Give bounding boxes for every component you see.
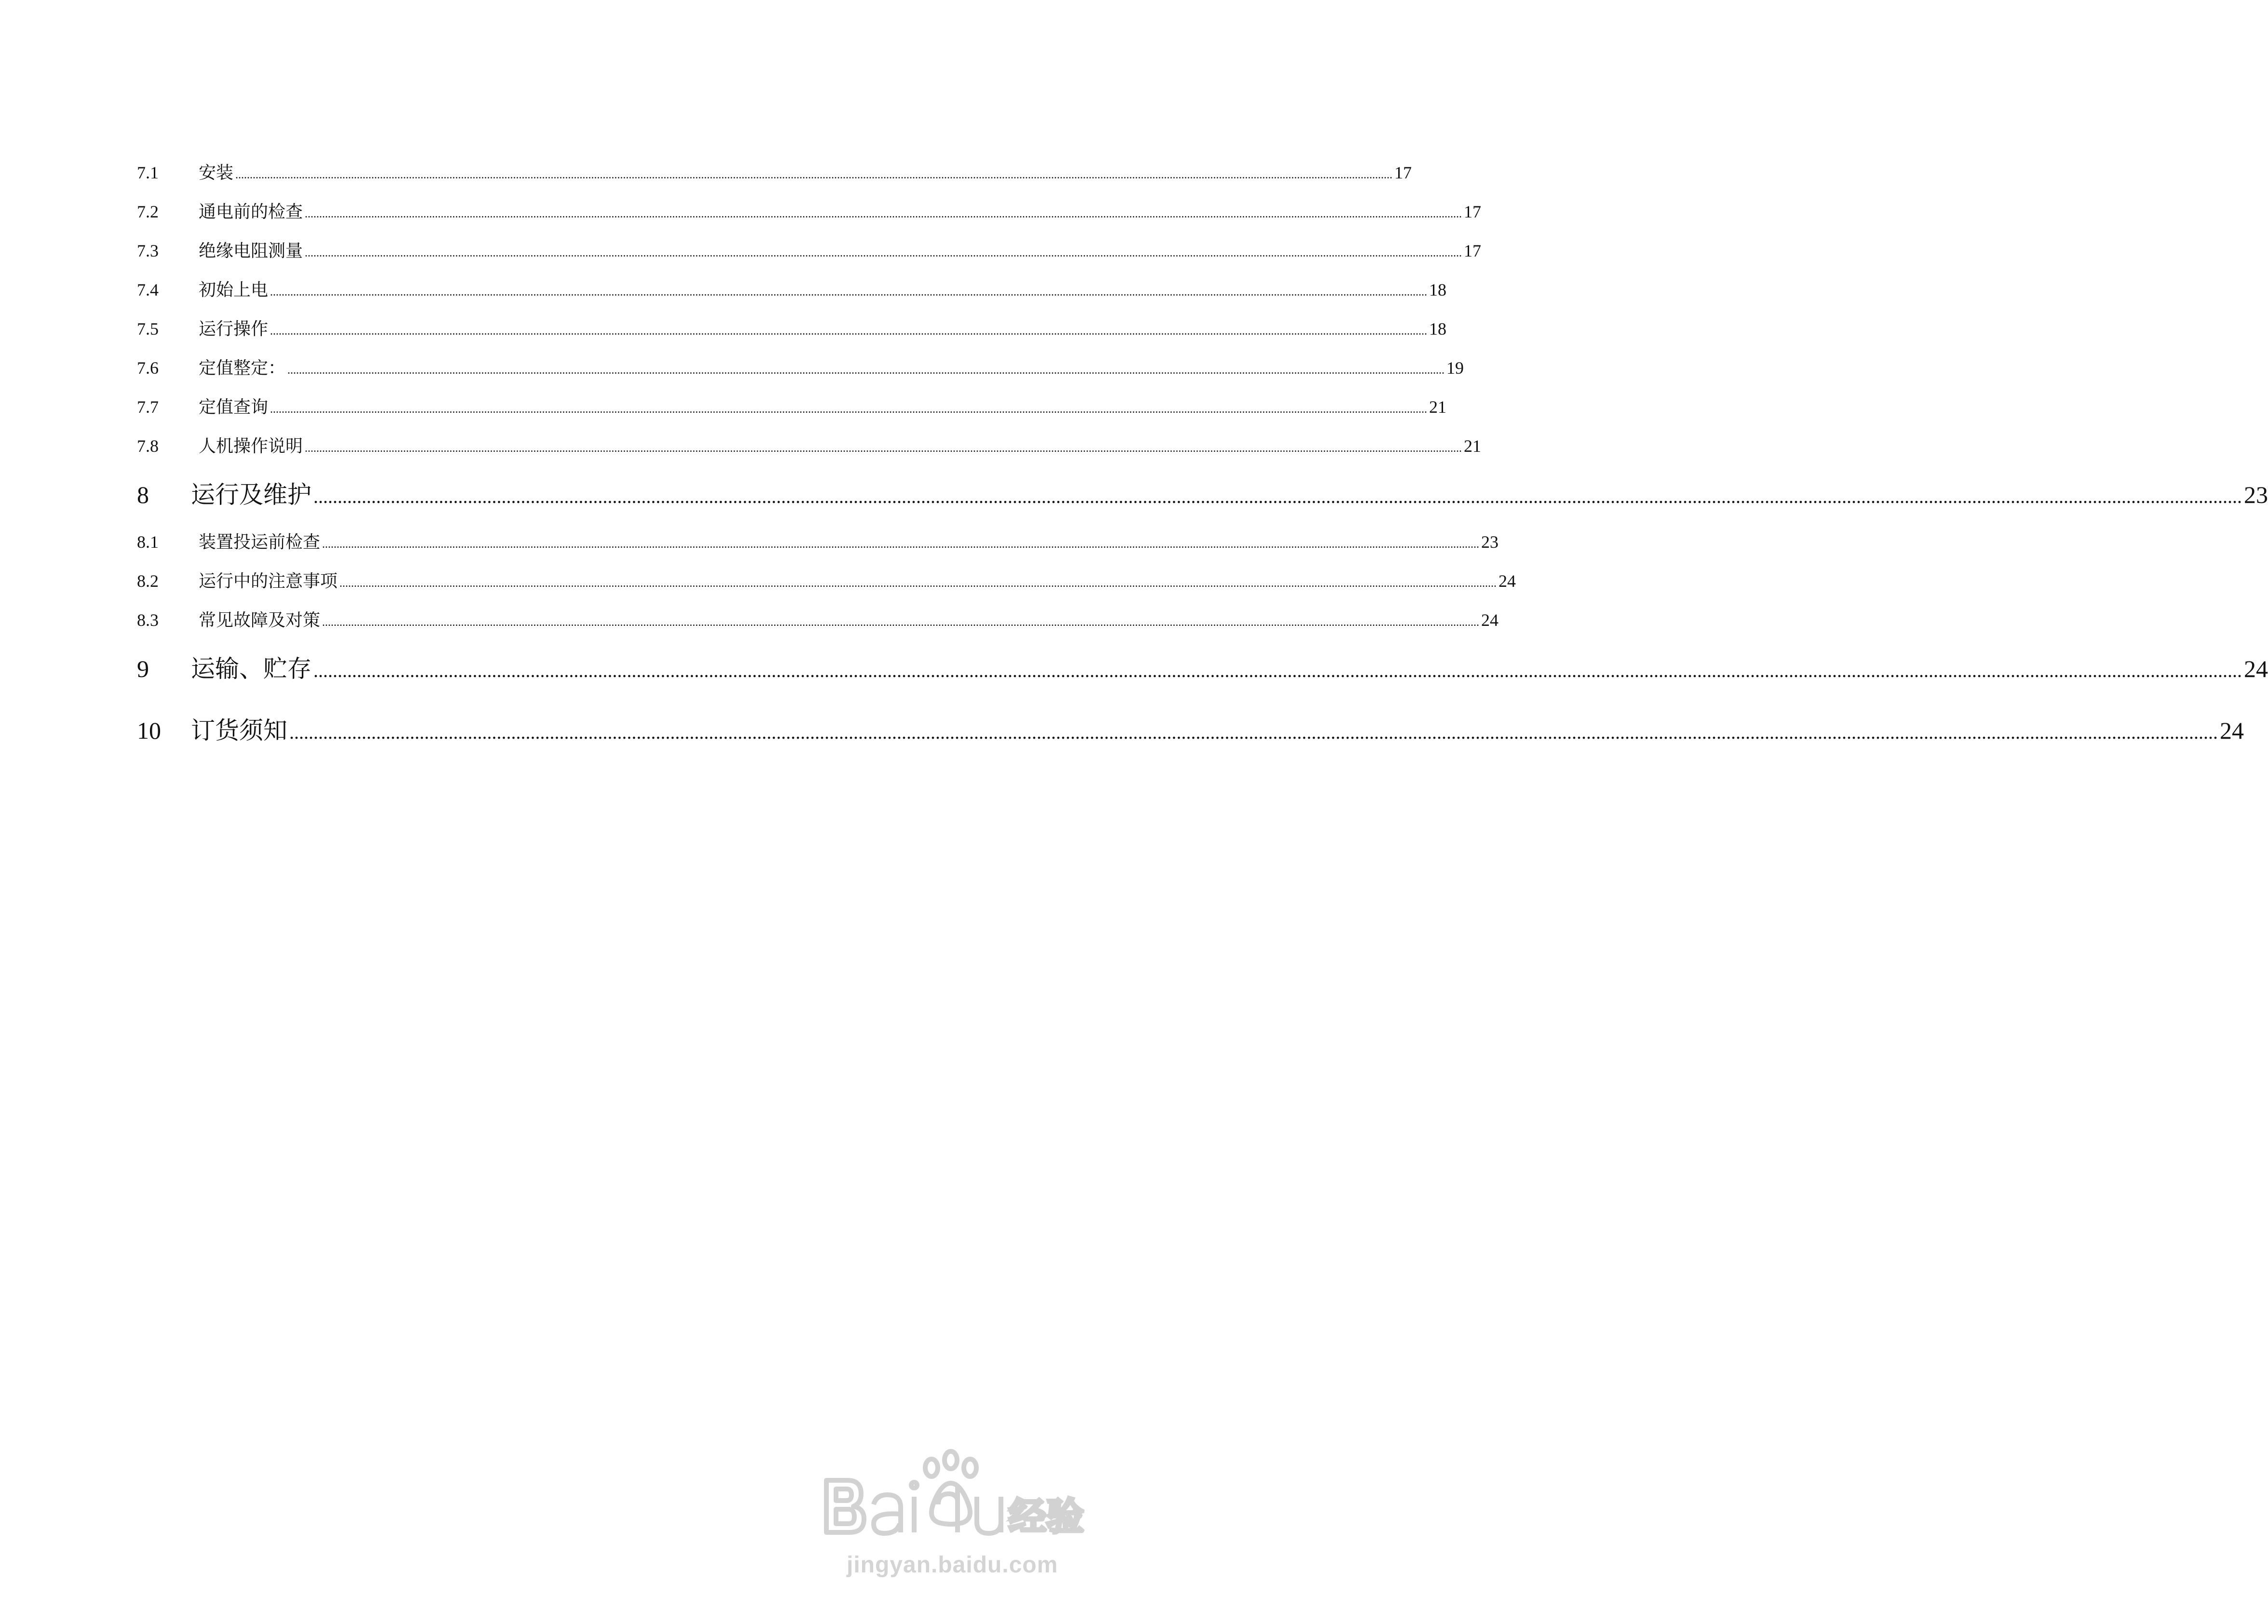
toc-entry-page: 24 [1498,571,1516,591]
toc-entry-page: 17 [1394,163,1412,182]
toc-entry[interactable] [137,192,1482,231]
toc-entry-number: 7.3 [137,241,159,260]
toc-entry-number: 7.5 [137,319,159,338]
toc-entry-number: 8.2 [137,571,159,591]
baidu-paw-logo-icon [820,1447,1090,1543]
dot-leader: ................................................................................................................................................................................................................................................................................................................................................................................................................ [313,486,2242,507]
toc-entry-number: 7.1 [137,163,159,182]
dot-leader: ................................................................................................................................................................................................................................................................................................................................................................................................................ [270,403,1428,416]
watermark-jingyan-text: 经验 [1009,1495,1084,1539]
toc-chapter-page: 24 [2220,717,2244,744]
dot-leader: ................................................................................................................................................................................................................................................................................................................................................................................................................ [270,325,1428,338]
toc-entry-title: 初始上电 [199,280,269,299]
toc-entry-title: 通电前的检查 [199,202,303,221]
toc-entry-number: 7.6 [137,358,159,378]
toc-entry-page: 17 [1464,202,1482,221]
toc-chapter-title: 运行及维护 [191,481,311,508]
toc-entry-title: 绝缘电阻测量 [199,241,303,260]
toc-entry-title: 装置投运前检查 [199,532,321,552]
toc-entry-title: 运行中的注意事项 [199,571,338,591]
toc-entry-title: 定值整定： [199,358,286,378]
toc-entry-number: 7.8 [137,436,159,456]
dot-leader: ................................................................................................................................................................................................................................................................................................................................................................................................................ [305,247,1462,259]
toc-chapter-title: 运输、贮存 [191,655,311,682]
toc-entry-number: 8.1 [137,532,159,552]
toc-entry-title: 常见故障及对策 [199,610,321,630]
toc-entry[interactable] [137,562,1516,601]
toc-entry-number: 7.4 [137,280,159,299]
toc-entry-title: 运行操作 [199,319,269,338]
dot-leader: ................................................................................................................................................................................................................................................................................................................................................................................................................ [235,169,1393,181]
dot-leader: ................................................................................................................................................................................................................................................................................................................................................................................................................ [270,286,1428,298]
toc-entry[interactable] [137,388,1447,427]
toc-entry[interactable] [137,231,1482,271]
toc-entry[interactable] [137,271,1447,310]
toc-entry[interactable] [137,310,1447,349]
toc-entry-page: 21 [1429,397,1447,417]
toc-chapter-number: 8 [137,481,149,508]
toc-chapter-title: 订货须知 [191,717,287,744]
toc-entry-title: 定值查询 [199,397,269,417]
dot-leader: ................................................................................................................................................................................................................................................................................................................................................................................................................ [322,538,1480,551]
toc-entry-page: 17 [1464,241,1482,260]
toc-entry[interactable] [137,427,1482,466]
toc-chapter-number: 9 [137,655,149,682]
toc-entry-page: 21 [1464,436,1482,456]
dot-leader: ................................................................................................................................................................................................................................................................................................................................................................................................................ [305,442,1462,455]
toc-entry[interactable] [137,601,1499,640]
toc-entry-title: 安装 [199,163,234,182]
toc-entry-page: 24 [1481,610,1499,630]
dot-leader: ................................................................................................................................................................................................................................................................................................................................................................................................................ [339,577,1497,590]
toc-entry-title: 人机操作说明 [199,436,303,456]
toc-entry-number: 8.3 [137,610,159,630]
toc-entry-number: 7.7 [137,397,159,417]
table-of-contents [137,153,2268,755]
toc-chapter-page: 24 [2244,655,2268,682]
baidu-jingyan-watermark [820,1447,1090,1591]
toc-entry[interactable] [137,349,1464,388]
toc-chapter-entry[interactable] [137,471,2268,519]
toc-chapter-entry[interactable] [137,706,2244,755]
toc-entry-page: 18 [1429,319,1447,338]
toc-entry-number: 7.2 [137,202,159,221]
dot-leader: ................................................................................................................................................................................................................................................................................................................................................................................................................ [313,660,2242,681]
toc-entry[interactable] [137,523,1499,562]
toc-entry-page: 23 [1481,532,1499,552]
toc-chapter-page: 23 [2244,481,2268,508]
dot-leader: ................................................................................................................................................................................................................................................................................................................................................................................................................ [322,616,1480,629]
dot-leader: ................................................................................................................................................................................................................................................................................................................................................................................................................ [289,721,2218,743]
dot-leader: ................................................................................................................................................................................................................................................................................................................................................................................................................ [287,364,1445,377]
watermark-url: jingyan.baidu.com [847,1552,1058,1578]
toc-chapter-entry[interactable] [137,645,2268,693]
toc-entry[interactable] [137,153,1412,192]
toc-entry-page: 18 [1429,280,1447,299]
dot-leader: ................................................................................................................................................................................................................................................................................................................................................................................................................ [305,208,1462,220]
toc-chapter-number: 10 [137,717,161,744]
toc-entry-page: 19 [1446,358,1464,378]
